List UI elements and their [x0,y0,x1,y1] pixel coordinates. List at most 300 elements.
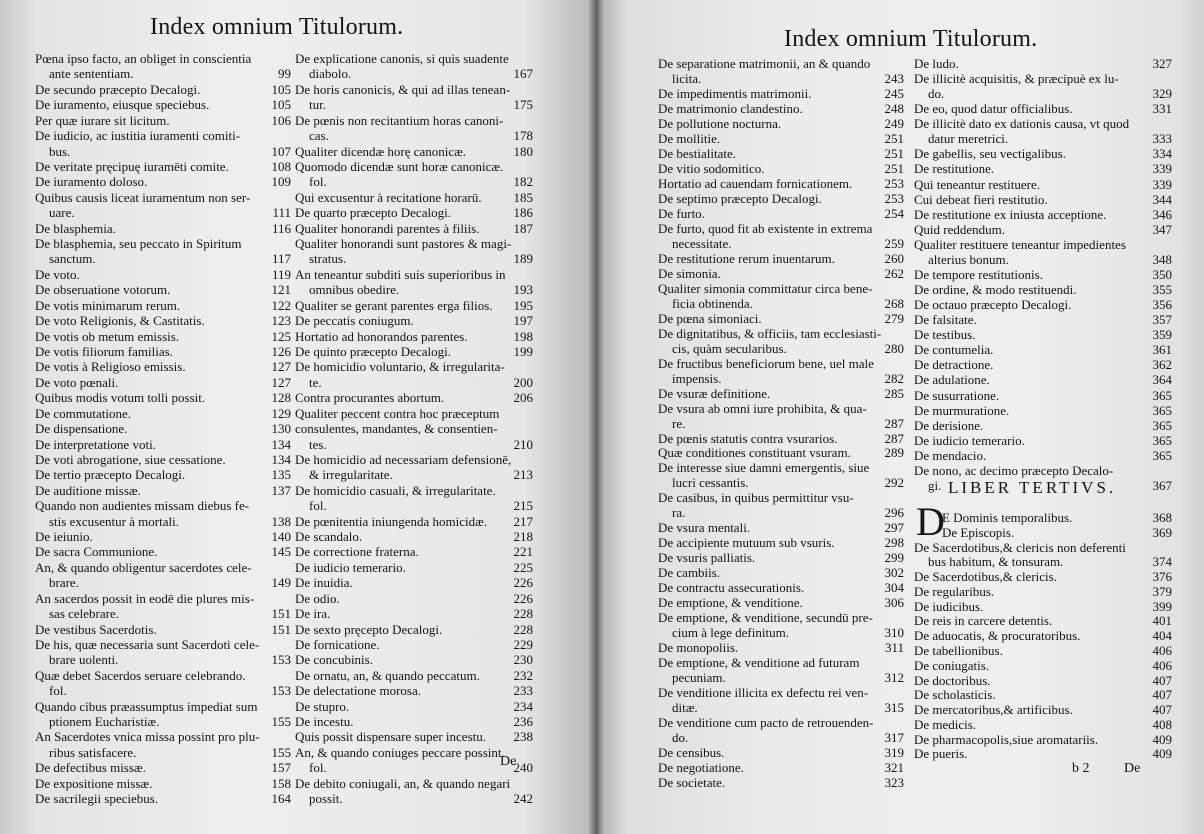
entry-title: De gabellis, seu vectigalibus. [914,146,1066,162]
entry-title: De negotiatione. [658,760,744,776]
entry-title: De pœnitentia iniungenda homicidæ. [295,513,488,529]
entry-title: De emptione, & venditione. [658,595,803,611]
entry-title: Qualiter dicendæ horę canonicæ. [295,143,467,159]
entry-page-number: 406 [1152,657,1172,673]
entry-title: De emptione, & venditione ad futuram [658,655,860,671]
entry-page-number: 254 [884,205,904,221]
entry-title: De dignitatibus, & officiis, tam ecclesiasti- [658,325,882,341]
entry-page-number: 137 [271,482,291,498]
entry-title: De venditione illicita ex defectu rei ven- [658,685,869,701]
entry-title: Qualiter restituere teneantur impedientes [914,236,1126,252]
entry-title: De illicitè acquisitis, & præcipuè ex lu- [914,71,1119,87]
entry-title: re. [672,415,686,431]
entry-page-number: 292 [884,475,904,491]
entry-title: De adulatione. [914,372,990,388]
entry-title: De explicatione canonis, si quis suadente [295,51,509,66]
entry-page-number: 406 [1152,643,1172,659]
entry-title: Quid reddendum. [914,221,1005,237]
entry-title: De sacrilegii speciebus. [35,791,159,807]
entry-page-number: 187 [513,220,533,236]
entry-page-number: 407 [1152,672,1172,688]
entry-page-number: 364 [1152,372,1172,388]
entry-title: De voto Religionis, & Castitatis. [35,313,205,329]
entry-page-number: 127 [271,374,291,390]
entry-title: De pueris. [914,746,968,762]
entry-title: De detractione. [914,357,994,373]
entry-title: De tertio præcepto Decalogi. [35,467,186,483]
entry-title: De contumelia. [914,342,994,358]
entry-title: De voto pœnali. [35,374,119,390]
entry-title: datur meretrici. [928,131,1009,147]
entry-page-number: 374 [1152,554,1172,570]
entry-title: Quibus causis liceat iuramentum non ser- [35,189,251,205]
entry-page-number: 268 [884,295,904,311]
entry-page-number: 356 [1152,297,1172,313]
entry-title: De blasphemia. [35,220,116,236]
entry-page-number: 334 [1152,146,1172,162]
entry-title: ante sententiam. [49,66,134,82]
entry-page-number: 225 [513,559,533,575]
entry-title: cis, quàm secularibus. [672,340,787,356]
entry-title: De falsitate. [914,312,977,328]
entry-title: De iudicibus. [914,598,984,614]
entry-title: De derisione. [914,417,984,433]
entry-page-number: 262 [884,265,904,281]
entry-title: De separatione matrimonii, an & quando [658,56,871,71]
entry-title: pecuniam. [672,670,726,686]
entry-title: De ordine, & modo restituendi. [914,282,1077,298]
entry-page-number: 346 [1152,206,1172,222]
entry-page-number: 253 [884,175,904,191]
entry-title: Qui excusentur à recitatione horarū. [295,189,482,205]
entry-title: licita. [672,70,702,86]
drop-cap: D [916,499,945,544]
entry-page-number: 123 [271,313,291,329]
entry-title: alterius bonum. [928,251,1009,267]
entry-page-number: 344 [1152,191,1172,207]
entry-page-number: 129 [271,405,291,421]
entry-title: De votis minimarum rerum. [35,297,181,313]
entry-page-number: 357 [1152,312,1172,328]
entry-title: De emptione, & venditione, secundū pre- [658,610,873,626]
entry-title: De medicis. [914,716,977,732]
entry-page-number: 321 [884,760,904,776]
entry-title: cium à lege definitum. [672,625,789,641]
entry-title: De fornicatione. [295,636,380,652]
entry-title: De tabellionibus. [914,643,1003,659]
entry-title: fol. [309,174,327,190]
entry-title: Per quæ iurare sit licitum. [35,112,170,128]
entry-title: De bestialitate. [658,145,736,161]
entry-page-number: 348 [1152,251,1172,267]
entry-title: De cambiis. [658,565,721,581]
entry-title: De veritate pręcipuę iuramēti comite. [35,158,229,174]
entry-title: De nono, ac decimo præcepto Decalo- [914,462,1114,478]
entry-title: De dispensatione. [35,421,128,437]
entry-page-number: 251 [884,145,904,161]
entry-page-number: 182 [513,174,533,190]
entry-title: De scandalo. [295,529,363,545]
entry-title: sanctum. [49,251,96,267]
entry-title: brare uolenti. [49,652,119,668]
entry-title: lucri cessantis. [672,475,749,491]
entry-title: De vsuræ definitione. [658,385,771,401]
entry-title: An sacerdos possit in eodē die plures mis- [35,590,255,606]
entry-title: De Episcopis. [942,524,1015,540]
entry-title: De voti abrogatione, siue cessatione. [35,451,226,467]
entry-title: De reis in carcere detentis. [914,613,1053,629]
entry-title: cas. [309,128,329,144]
entry-page-number: 331 [1152,101,1172,117]
entry-page-number: 299 [884,550,904,566]
entry-page-number: 319 [884,745,904,761]
entry-title: Quomodo dicendæ sunt horæ canonicæ. [295,158,504,174]
entry-title: Qualiter honorandi sunt pastores & magi- [295,236,512,252]
entry-title: diabolo. [309,66,352,82]
entry-page-number: 302 [884,565,904,581]
entry-title: impensis. [672,370,722,386]
entry-page-number: 140 [271,529,291,545]
entry-page-number: 280 [884,340,904,356]
entry-title: De obseruatione votorum. [35,282,171,298]
entry-page-number: 213 [513,467,533,483]
entry-title: De censibus. [658,745,725,761]
entry-title: De fructibus beneficiorum bene, uel male [658,355,874,371]
entry-page-number: 157 [271,760,291,776]
entry-title: De vsura mentali. [658,520,751,536]
entry-title: do. [672,730,689,746]
entry-page-number: 185 [513,189,533,205]
entry-page-number: 365 [1152,402,1172,418]
entry-page-number: 409 [1152,731,1172,747]
entry-page-number: 240 [513,760,533,776]
right-catchword: De [1124,761,1141,776]
entry-title: De pœna simoniaci. [658,310,762,326]
entry-page-number: 119 [271,266,291,282]
entry-title: possit. [309,791,343,807]
entry-title: De testibus. [914,327,976,343]
entry-page-number: 226 [513,575,533,591]
entry-title: De iudicio temerario. [295,559,406,575]
entry-page-number: 158 [271,775,291,791]
entry-page-number: 198 [513,328,533,344]
entry-title: De ornatu, an, & quando peccatum. [295,667,480,683]
entry-page-number: 253 [884,190,904,206]
entry-page-number: 228 [513,606,533,622]
entry-title: De scholasticis. [914,687,996,703]
entry-title: De societate. [658,775,726,791]
entry-title: do. [928,86,945,102]
entry-title: stratus. [309,251,347,267]
entry-title: Qualiter peccent contra hoc præceptum [295,405,500,421]
entry-title: gi. [928,477,942,493]
entry-title: Qualiter simonia committatur circa bene- [658,280,873,296]
entry-page-number: 287 [884,415,904,431]
entry-title: De pœnis statutis contra vsurarios. [658,430,838,446]
entry-title: ra. [672,505,686,521]
entry-page-number: 329 [1152,86,1172,102]
entry-title: Hortatio ad honorandos parentes. [295,328,468,344]
entry-page-number: 149 [271,575,291,591]
entry-page-number: 311 [884,640,904,656]
book-heading: LIBER TERTIVS. [948,478,1117,497]
entry-page-number: 362 [1152,357,1172,373]
entry-title: De regularibus. [914,583,995,599]
entry-page-number: 175 [513,97,533,113]
entry-title: De mercatoribus,& artificibus. [914,702,1073,718]
entry-page-number: 215 [513,498,533,514]
entry-title: De votis à Religioso emissis. [35,359,186,375]
entry-title: Quæ conditiones constituant vsuram. [658,445,851,461]
entry-page-number: 232 [513,667,533,683]
entry-page-number: 249 [884,115,904,131]
entry-title: De mendacio. [914,447,987,463]
entry-page-number: 107 [271,143,291,159]
entry-title: De vsura ab omni iure prohibita, & qua- [658,400,867,416]
entry-title: stis excusentur à mortali. [49,513,179,529]
entry-page-number: 306 [884,595,904,611]
entry-title: An, & quando coniuges peccare possint. [295,744,505,760]
entry-page-number: 365 [1152,387,1172,403]
entry-page-number: 111 [272,205,291,221]
entry-page-number: 200 [513,374,533,390]
entry-title: E Dominis temporalibus. [942,510,1073,525]
entry-title: De blasphemia, seu peccato in Spiritum [35,236,242,252]
entry-page-number: 197 [513,313,533,329]
entry-title: necessitate. [672,235,732,251]
left-running-head: Index omnium Titulorum. [150,14,404,40]
entry-title: De quinto præcepto Decalogi. [295,343,451,359]
entry-title: De homicidio casuali, & irregularitate. [295,482,496,498]
entry-title: De peccatis coniugum. [295,313,414,329]
entry-title: omnibus obedire. [309,282,400,298]
entry-title: consulentes, mandantes, & consentien- [295,421,498,437]
entry-title: De defectibus missæ. [35,760,146,776]
entry-title: De homicidio voluntario, & irregularita- [295,359,505,375]
entry-page-number: 339 [1152,176,1172,192]
entry-title: De septimo præcepto Decalogi. [658,190,822,206]
entry-page-number: 153 [271,652,291,668]
entry-title: te. [309,374,322,390]
entry-page-number: 121 [271,282,291,298]
entry-title: ribus satisfacere. [49,744,137,760]
entry-title: De sacra Communione. [35,544,158,560]
entry-title: De vitio sodomitico. [658,160,765,176]
entry-title: brare. [49,575,79,591]
entry-title: De auditione missæ. [35,482,141,498]
entry-title: Quæ debet Sacerdos seruare celebrando. [35,667,246,683]
entry-page-number: 310 [884,625,904,641]
entry-title: De ira. [295,606,331,622]
entry-title: De concubinis. [295,652,373,668]
entry-title: De vestibus Sacerdotis. [35,621,157,637]
entry-page-number: 167 [513,66,533,82]
entry-page-number: 221 [513,544,533,560]
entry-title: De susurratione. [914,387,1000,403]
entry-page-number: 126 [271,343,291,359]
entry-title: De venditione cum pacto de retrouenden- [658,715,874,731]
entry-title: De tempore restitutionis. [914,266,1043,282]
entry-title: De restitutione ex iniusta acceptione. [914,206,1107,222]
entry-page-number: 365 [1152,432,1172,448]
left-catchword: De [500,754,517,769]
entry-page-number: 297 [884,520,904,536]
entry-page-number: 315 [884,700,904,716]
entry-page-number: 186 [513,205,533,221]
entry-page-number: 199 [513,343,533,359]
entry-page-number: 125 [271,328,291,344]
entry-page-number: 218 [513,529,533,545]
entry-title: sas celebrare. [49,606,120,622]
right-page [596,0,1204,834]
entry-title: De debito coniugali, an, & quando negari [295,775,511,791]
entry-title: De pharmacopolis,siue aromatariis. [914,731,1099,747]
entry-title: Hortatio ad cauendam fornicationem. [658,175,853,191]
entry-page-number: 361 [1152,342,1172,358]
entry-page-number: 130 [271,421,291,437]
entry-page-number: 379 [1152,583,1172,599]
entry-title: De interpretatione voti. [35,436,156,452]
entry-title: Contra procurantes abortum. [295,390,445,406]
entry-title: De furto. [658,205,705,221]
entry-title: De expositione missæ. [35,775,153,791]
entry-title: Quis possit dispensare super incestu. [295,729,487,745]
entry-page-number: 106 [271,112,291,128]
entry-title: An, & quando obligentur sacerdotes cele- [35,559,252,575]
entry-page-number: 327 [1152,56,1172,71]
entry-page-number: 359 [1152,327,1172,343]
entry-page-number: 399 [1152,598,1172,614]
entry-title: fol. [309,760,327,776]
entry-page-number: 127 [271,359,291,375]
entry-page-number: 407 [1152,702,1172,718]
entry-page-number: 407 [1152,687,1172,703]
entry-page-number: 155 [271,744,291,760]
entry-page-number: 180 [513,143,533,159]
entry-title: fol. [49,683,67,699]
entry-page-number: 134 [271,451,291,467]
entry-page-number: 233 [513,683,533,699]
entry-page-number: 312 [884,670,904,686]
entry-title: ditæ. [672,700,698,716]
entry-title: Quando cibus præassumptus impediat sum [35,698,258,714]
entry-title: De iudicio, ac iustitia iuramenti comiti- [35,128,241,144]
entry-page-number: 193 [513,282,533,298]
entry-title: tur. [309,97,326,113]
entry-title: De eo, quod datur officialibus. [914,101,1073,117]
entry-page-number: 355 [1152,282,1172,298]
entry-page-number: 248 [884,100,904,116]
entry-page-number: 298 [884,535,904,551]
entry-page-number: 217 [513,513,533,529]
entry-title: De votis filiorum familias. [35,343,173,359]
entry-title: ficia obtinenda. [672,295,753,311]
entry-title: De horis canonicis, & qui ad illas tenean- [295,81,511,97]
entry-page-number: 289 [884,445,904,461]
entry-page-number: 367 [1152,477,1172,493]
entry-page-number: 242 [513,791,533,807]
entry-page-number: 333 [1152,131,1172,147]
entry-page-number: 260 [884,250,904,266]
entry-page-number: 99 [278,66,291,82]
entry-page-number: 228 [513,621,533,637]
entry-page-number: 138 [271,513,291,529]
entry-page-number: 109 [271,174,291,190]
entry-page-number: 151 [271,621,291,637]
entry-title: De restitutione. [914,161,995,177]
entry-title: De octauo præcepto Decalogi. [914,297,1072,313]
entry-title: Quando non audientes missam diebus fe- [35,498,250,514]
entry-page-number: 135 [271,467,291,483]
right-running-head: Index omnium Titulorum. [784,26,1038,52]
entry-title: De secundo præcepto Decalogi. [35,81,201,97]
entry-title: De accipiente mutuum sub vsuris. [658,535,835,551]
entry-page-number: 365 [1152,417,1172,433]
entry-title: De stupro. [295,698,350,714]
entry-title: De aduocatis, & procuratoribus. [914,628,1081,644]
left-page [0,0,596,834]
entry-title: De Sacerdotibus,& clericis. [914,569,1057,585]
entry-page-number: 145 [271,544,291,560]
entry-title: De furto, quod fit ab existente in extrema [658,220,873,236]
entry-page-number: 323 [884,775,904,791]
entry-title: Qualiter honorandi parentes à filiis. [295,220,480,236]
entry-title: fol. [309,498,327,514]
entry-page-number: 350 [1152,266,1172,282]
entry-page-number: 376 [1152,569,1172,585]
entry-title: De votis ob metum emissis. [35,328,180,344]
entry-title: De illicitè dato ex dationis causa, vt quod [914,116,1130,132]
entry-page-number: 304 [884,580,904,596]
entry-title: De coniugatis. [914,657,990,673]
entry-title: De impedimentis matrimonii. [658,85,812,101]
entry-title: De quarto præcepto Decalogi. [295,205,451,221]
entry-title: De mollitie. [658,130,721,146]
entry-title: De commutatione. [35,405,132,421]
entry-title: De vsuris palliatis. [658,550,756,566]
signature-mark: b 2 [1072,761,1090,776]
entry-title: De monopoliis. [658,640,739,656]
entry-title: De iuramento doloso. [35,174,148,190]
entry-title: De Sacerdotibus,& clericis non deferenti [914,539,1126,555]
entry-page-number: 243 [884,70,904,86]
entry-page-number: 116 [271,220,291,236]
entry-title: De doctoribus. [914,672,991,688]
entry-page-number: 234 [513,698,533,714]
entry-page-number: 155 [271,714,291,730]
entry-page-number: 282 [884,370,904,386]
entry-title: De iudicio temerario. [914,432,1025,448]
entry-page-number: 296 [884,505,904,521]
entry-title: De interesse siue damni emergentis, siue [658,460,870,476]
entry-page-number: 134 [271,436,291,452]
entry-page-number: 105 [271,97,291,113]
entry-page-number: 164 [271,791,291,807]
entry-page-number: 128 [271,390,291,406]
entry-title: De voto. [35,266,80,282]
entry-page-number: 117 [271,251,291,267]
entry-title: An teneantur subditi suis superioribus in [295,266,506,282]
entry-title: De casibus, in quibus permittitur vsu- [658,490,854,506]
entry-page-number: 408 [1152,716,1172,732]
entry-title: Cui debeat fieri restitutio. [914,191,1048,207]
entry-page-number: 189 [513,251,533,267]
entry-title: bus. [49,143,71,159]
entry-title: bus habitum, & tonsuram. [928,554,1064,570]
entry-page-number: 347 [1152,221,1172,237]
entry-page-number: 178 [513,128,533,144]
entry-page-number: 368 [1152,510,1172,525]
